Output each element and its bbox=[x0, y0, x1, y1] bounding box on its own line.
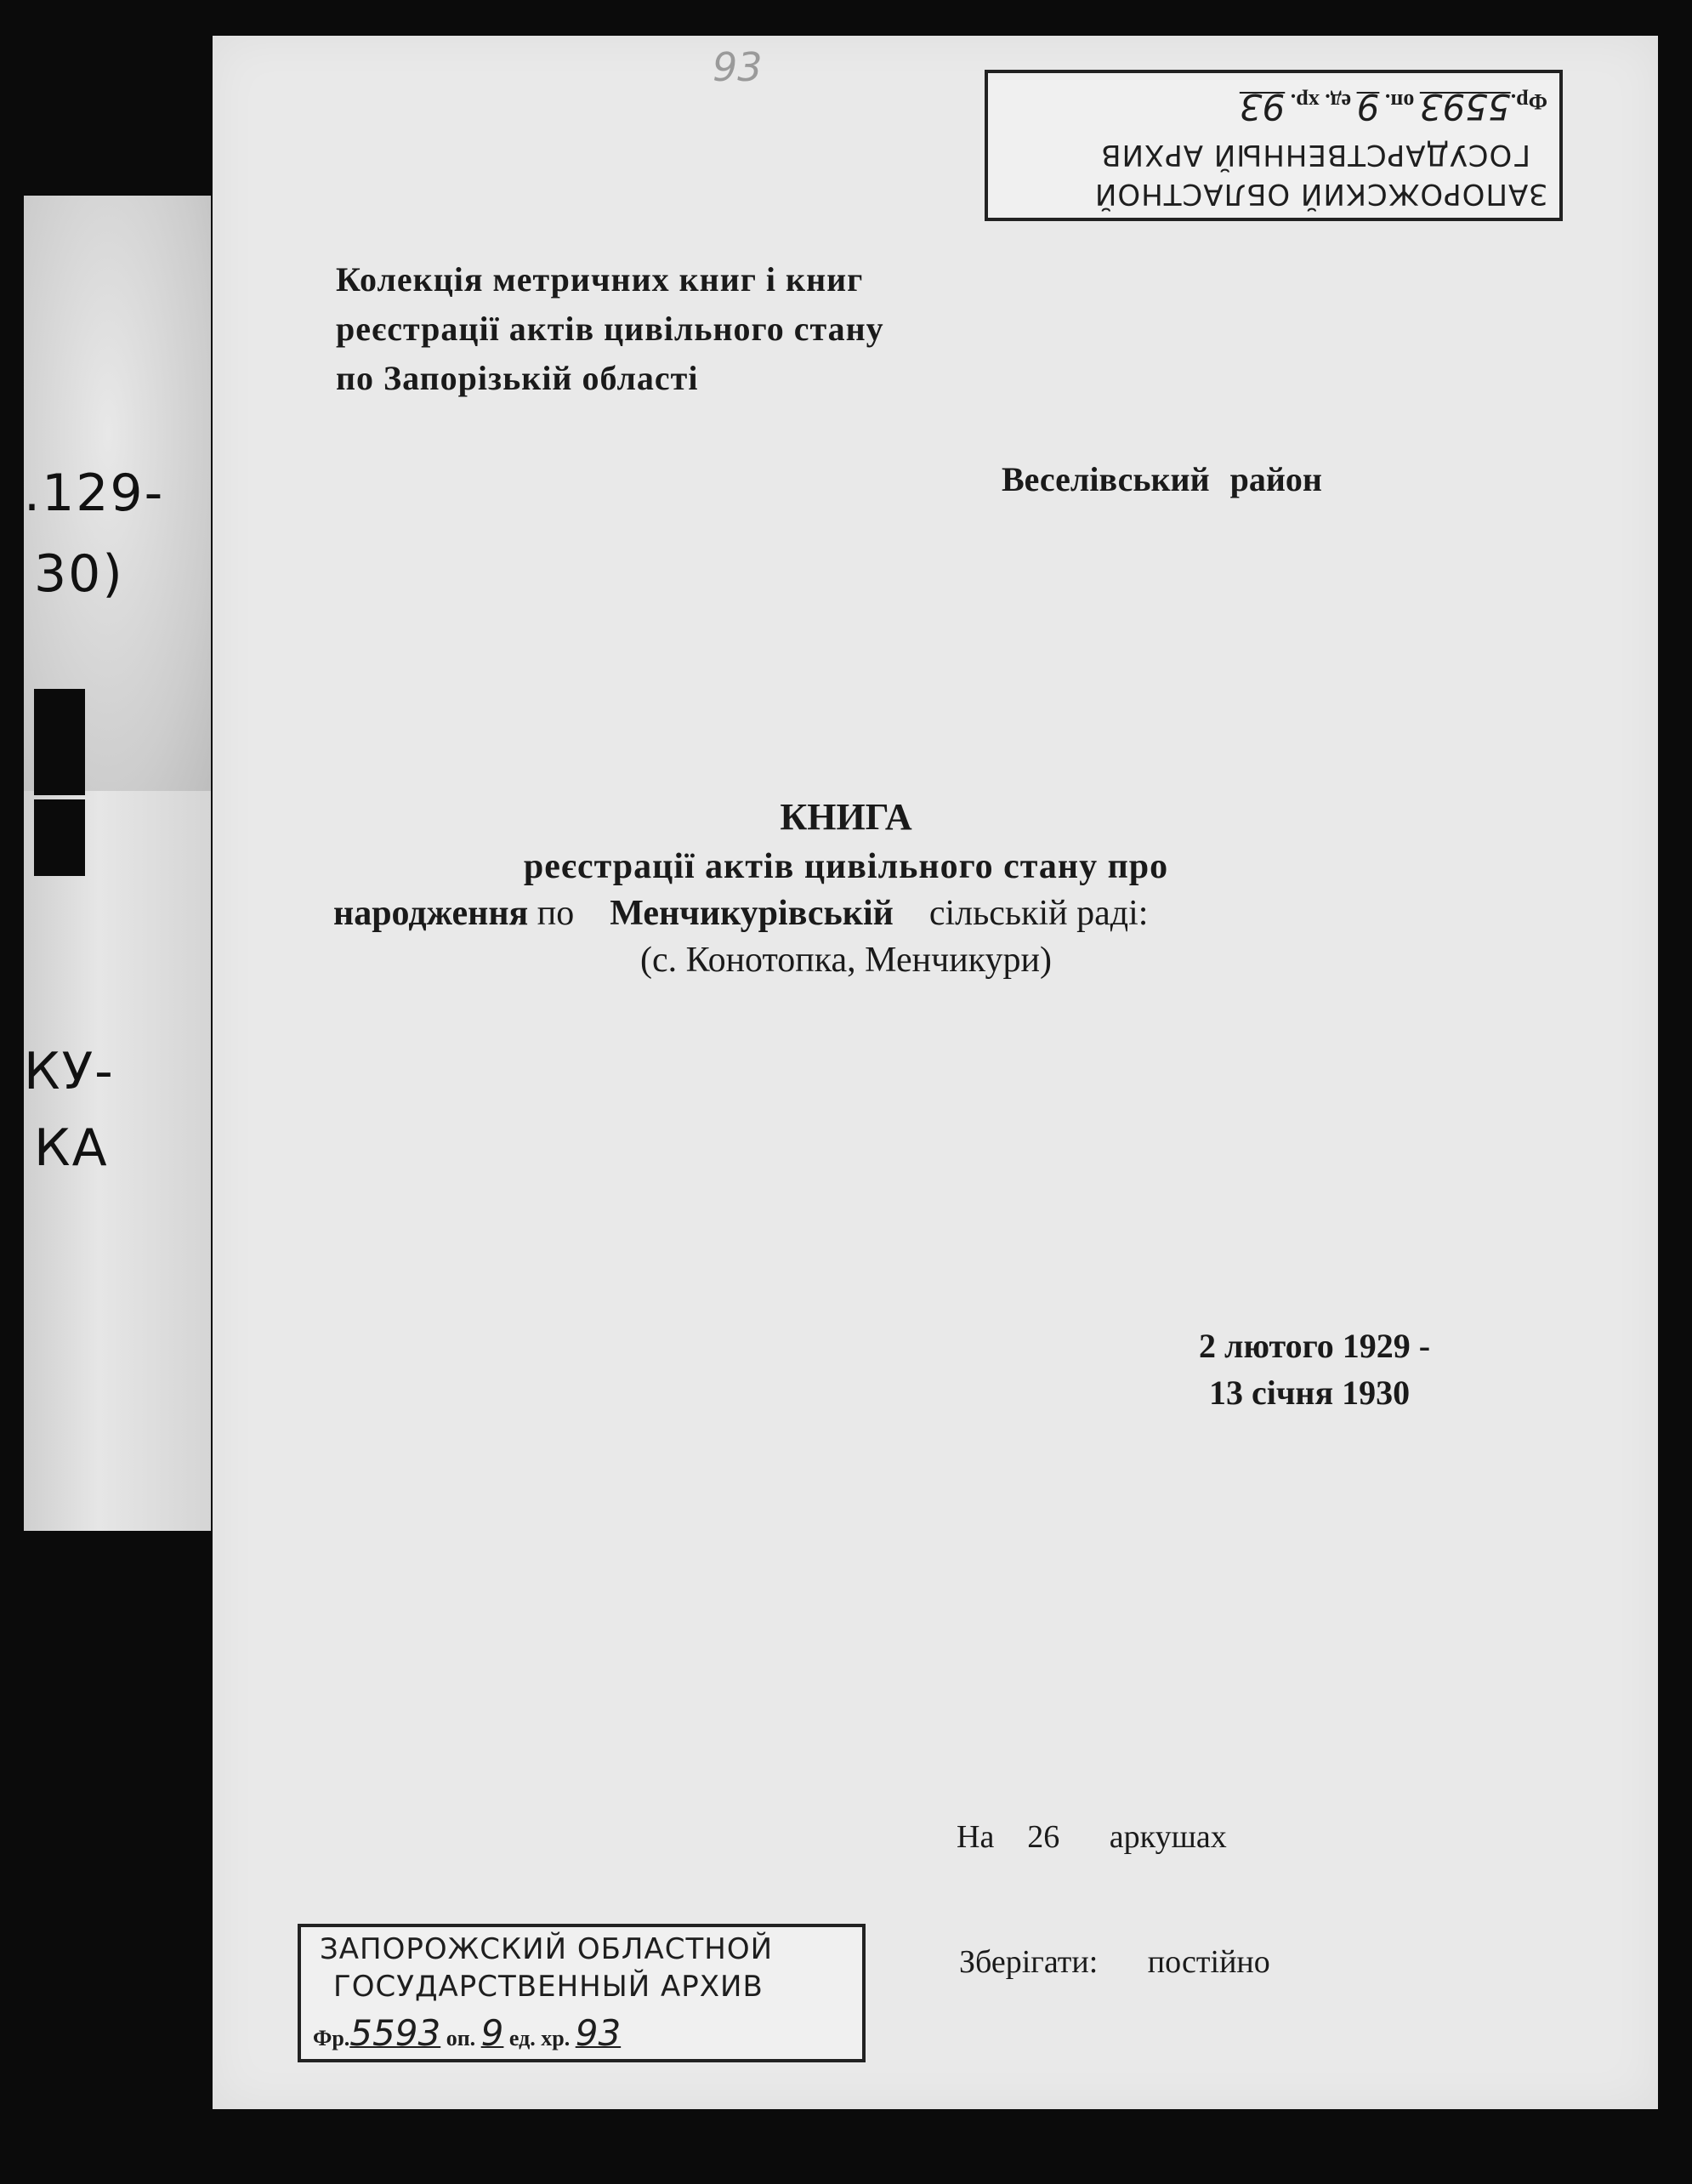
retention-note: Зберігати: постійно bbox=[959, 1944, 1270, 1980]
pencil-page-number: 93 bbox=[713, 44, 763, 90]
district-name: Веселівський район bbox=[1002, 460, 1322, 498]
stamp-bottom-fond-value: 5593 bbox=[349, 2012, 441, 2054]
stamp-bottom-item-label: ед. хр. bbox=[503, 2026, 576, 2050]
stamp-bottom-fond-label: Фр. bbox=[313, 2026, 350, 2050]
spine-text-4: КА bbox=[34, 1118, 109, 1178]
book-subtitle-line2 bbox=[333, 889, 1148, 938]
date-from: 2 лютого 1929 - bbox=[1199, 1327, 1431, 1365]
sheet-count: На 26 аркушах bbox=[957, 1819, 1227, 1855]
spine-text-2: 30) bbox=[34, 544, 124, 604]
stamp-top-opis-value: 9 bbox=[1356, 86, 1380, 128]
book-title: КНИГА bbox=[780, 796, 912, 838]
book-title-block bbox=[0, 793, 1692, 891]
collection-line-2: реєстрації актів цивільного стану bbox=[336, 310, 884, 348]
stamp-top-fond-label: Фр. bbox=[1510, 89, 1547, 114]
date-range bbox=[1199, 1322, 1430, 1416]
stamp-bottom-line2: ГОСУДАРСТВЕННЫЙ АРХИВ bbox=[333, 1970, 764, 2004]
book-subtitle-normal-1: по bbox=[528, 894, 583, 933]
book-subtitle-bold-1: народження bbox=[333, 894, 529, 933]
village-council-name: Менчикурівській bbox=[582, 894, 903, 933]
stamp-top-line2: ГОСУДАРСТВЕННЫЙ АРХИВ bbox=[1100, 138, 1530, 172]
stamp-top-line3 bbox=[1240, 86, 1547, 128]
stamp-top-fond-value: 5593 bbox=[1419, 86, 1511, 128]
spine-text-3: КУ- bbox=[24, 1042, 115, 1101]
stamp-bottom-opis-label: оп. bbox=[440, 2026, 481, 2050]
book-subtitle-line1: реєстрації актів цивільного стану про bbox=[523, 847, 1169, 886]
stamp-top-opis-label: оп. bbox=[1379, 89, 1420, 114]
archive-stamp-bottom bbox=[298, 1924, 866, 2062]
stamp-top-line1: ЗАПОРОЖСКИЙ ОБЛАСТНОЙ bbox=[1093, 177, 1547, 211]
date-to: 13 січня 1930 bbox=[1208, 1374, 1411, 1412]
stamp-top-item-label: ед. хр. bbox=[1285, 89, 1357, 114]
collection-line-1: Колекція метричних книг і книг bbox=[336, 260, 864, 299]
stamp-bottom-item-value: 93 bbox=[575, 2012, 622, 2054]
stamp-top-item-value: 93 bbox=[1239, 86, 1286, 128]
book-subtitle-normal-2: сільській раді: bbox=[902, 894, 1149, 933]
collection-line-3: по Запорізькій області bbox=[336, 359, 699, 397]
stamp-bottom-opis-value: 9 bbox=[480, 2012, 504, 2054]
collection-heading bbox=[336, 255, 884, 403]
stamp-bottom-line1: ЗАПОРОЖСКИЙ ОБЛАСТНОЙ bbox=[320, 1932, 774, 1966]
spine-mark-1 bbox=[34, 689, 85, 795]
archive-stamp-top bbox=[985, 70, 1563, 221]
stamp-bottom-line3 bbox=[313, 2012, 621, 2054]
villages-list: (с. Конотопка, Менчикури) bbox=[640, 941, 1052, 980]
spine-text-1: .129- bbox=[24, 464, 165, 523]
